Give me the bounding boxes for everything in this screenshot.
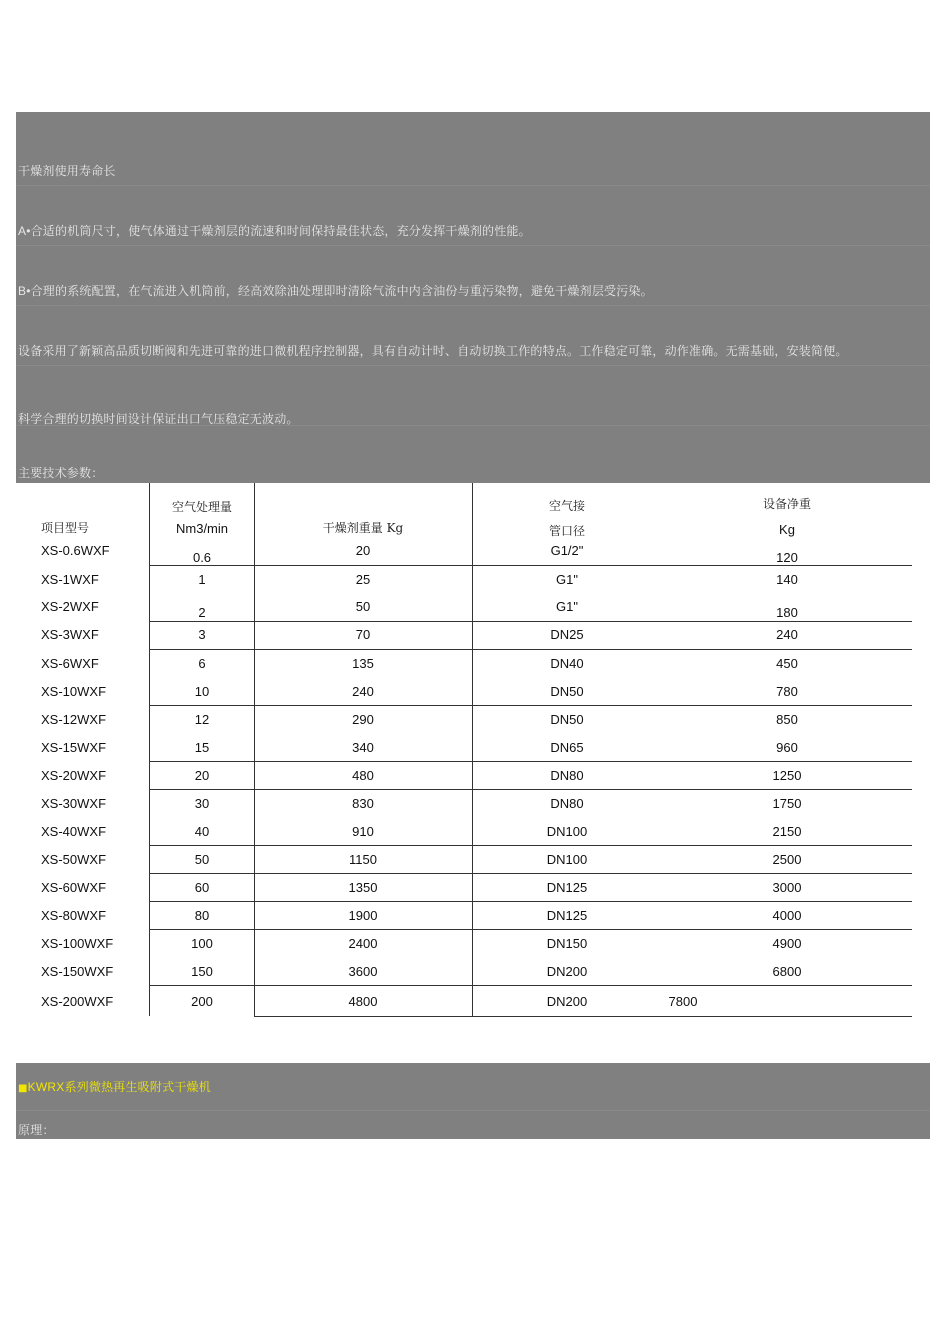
cell-desiccant: 3600 (348, 964, 378, 979)
cell-weight: 2150 (772, 824, 802, 839)
row-divider (149, 985, 912, 986)
cell-pipe: DN150 (546, 936, 588, 951)
cell-desiccant: 70 (355, 627, 371, 642)
cell-weight: 180 (776, 605, 798, 620)
cell-pipe: DN200 (546, 994, 588, 1009)
cell-desiccant: 340 (352, 740, 374, 755)
divider (16, 1110, 930, 1111)
cell-flow: 200 (191, 994, 213, 1009)
cell-pipe: DN50 (550, 684, 584, 699)
cell-model: XS-40WXF (41, 824, 107, 839)
row-divider (149, 873, 912, 874)
cell-model: XS-2WXF (41, 599, 99, 614)
cell-desiccant: 830 (352, 796, 374, 811)
cell-flow: 15 (194, 740, 210, 755)
section-title-model: KWRX (27, 1080, 65, 1094)
cell-pipe: DN100 (546, 852, 588, 867)
cell-model: XS-20WXF (41, 768, 107, 783)
header-desiccant-label: 干燥剂重量 Kg (322, 521, 404, 535)
row-divider (149, 929, 912, 930)
cell-desiccant: 135 (352, 656, 374, 671)
cell-model: XS-0.6WXF (41, 543, 110, 558)
cell-flow: 80 (194, 908, 210, 923)
row-divider (149, 901, 912, 902)
cell-weight: 240 (776, 627, 798, 642)
cell-flow: 20 (194, 768, 210, 783)
header-weight: 设备净重 (762, 497, 812, 511)
point-a-marker: A• (18, 224, 31, 238)
cell-pipe: DN80 (550, 796, 584, 811)
cell-desiccant: 20 (355, 543, 371, 558)
cell-weight: 7800 (668, 994, 698, 1009)
row-divider (149, 621, 912, 622)
square-bullet-icon: ■ (18, 1083, 28, 1094)
section-panel (16, 1063, 930, 1139)
cell-flow: 150 (191, 964, 213, 979)
cell-desiccant: 910 (352, 824, 374, 839)
column-divider (149, 483, 150, 1016)
cell-model: XS-50WXF (41, 852, 107, 867)
divider (16, 365, 930, 366)
row-divider (149, 761, 912, 762)
point-b (18, 282, 653, 299)
cell-pipe: DN80 (550, 768, 584, 783)
cell-model: XS-10WXF (41, 684, 107, 699)
cell-weight: 780 (776, 684, 798, 699)
cell-desiccant: 240 (352, 684, 374, 699)
cell-weight: 1250 (772, 768, 802, 783)
cell-pipe: G1" (556, 599, 578, 614)
row-divider (149, 705, 912, 706)
cell-weight: 120 (776, 550, 798, 565)
cell-pipe: DN40 (550, 656, 584, 671)
header-pipe-2: 管口径 (548, 524, 586, 538)
cell-pipe: G1" (556, 572, 578, 587)
cell-pipe: DN125 (546, 880, 588, 895)
cell-model: XS-80WXF (41, 908, 107, 923)
cell-pipe: DN50 (550, 712, 584, 727)
header-pipe: 空气接 (548, 499, 586, 513)
header-model: 项目型号 (41, 521, 90, 535)
cell-desiccant: 290 (352, 712, 374, 727)
cell-flow: 0.6 (192, 550, 212, 565)
section-title (18, 1078, 211, 1095)
cell-flow: 2 (198, 605, 206, 620)
cell-desiccant: 25 (355, 572, 371, 587)
row-divider (149, 789, 912, 790)
feature-paragraph: 设备采用了新颖高品质切断阀和先进可靠的进口微机程序控制器，具有自动计时、自动切换工作的特点。工作稳定可靠，动作准确。无需基础，安装简便。 (18, 344, 848, 358)
divider (16, 185, 930, 186)
cell-weight: 4000 (772, 908, 802, 923)
intro-heading: 干燥剂使用寿命长 (18, 164, 116, 178)
row-divider (149, 565, 912, 566)
cell-model: XS-12WXF (41, 712, 107, 727)
cell-model: XS-60WXF (41, 880, 107, 895)
cell-model: XS-6WXF (41, 656, 99, 671)
column-divider (472, 483, 473, 1016)
stability-paragraph: 科学合理的切换时间设计保证出口气压稳定无波动。 (18, 412, 299, 426)
cell-model: XS-200WXF (41, 994, 114, 1009)
cell-desiccant: 1350 (348, 880, 378, 895)
column-divider (254, 483, 255, 1016)
header-desiccant (323, 519, 403, 536)
cell-desiccant: 50 (355, 599, 371, 614)
cell-desiccant: 2400 (348, 936, 378, 951)
row-divider (149, 845, 912, 846)
cell-flow: 1 (198, 572, 206, 587)
row-divider (254, 1016, 912, 1017)
cell-pipe: DN65 (550, 740, 584, 755)
cell-weight: 3000 (772, 880, 802, 895)
cell-flow: 6 (198, 656, 206, 671)
cell-desiccant: 1150 (349, 852, 377, 867)
cell-pipe: DN125 (546, 908, 588, 923)
row-divider (149, 649, 912, 650)
header-flow-unit: Nm3/min (175, 521, 229, 536)
cell-pipe: DN200 (546, 964, 588, 979)
cell-pipe: DN25 (550, 627, 584, 642)
cell-desiccant: 4800 (348, 994, 378, 1009)
cell-weight: 2500 (772, 852, 802, 867)
cell-pipe: DN100 (546, 824, 588, 839)
cell-flow: 12 (194, 712, 210, 727)
divider (16, 245, 930, 246)
section-title-text: 系列微热再生吸附式干燥机 (64, 1080, 211, 1094)
cell-model: XS-3WXF (41, 627, 99, 642)
params-title: 主要技术参数： (18, 466, 104, 480)
cell-pipe: G1/2" (550, 543, 584, 558)
cell-flow: 3 (198, 627, 206, 642)
cell-desiccant: 1900 (348, 908, 378, 923)
cell-flow: 60 (194, 880, 210, 895)
cell-weight: 140 (776, 572, 798, 587)
cell-desiccant: 480 (352, 768, 374, 783)
cell-flow: 100 (191, 936, 213, 951)
cell-model: XS-1WXF (41, 572, 99, 587)
cell-model: XS-100WXF (41, 936, 114, 951)
cell-flow: 30 (194, 796, 210, 811)
cell-weight: 850 (776, 712, 798, 727)
cell-weight: 960 (776, 740, 798, 755)
header-weight-unit: Kg (779, 522, 795, 537)
point-a-text: 合适的机筒尺寸，使气体通过干燥剂层的流速和时间保持最佳状态，充分发挥干燥剂的性能。 (30, 224, 531, 238)
cell-weight: 450 (776, 656, 798, 671)
cell-model: XS-150WXF (41, 964, 114, 979)
point-a (18, 222, 531, 239)
header-flow: 空气处理量 (171, 500, 233, 514)
divider (16, 305, 930, 306)
point-b-text: 合理的系统配置，在气流进入机筒前，经高效除油处理即时清除气流中内含油份与重污染物，避免干燥剂层受污染。 (30, 284, 653, 298)
cell-weight: 4900 (772, 936, 802, 951)
cell-model: XS-15WXF (41, 740, 107, 755)
cell-flow: 40 (194, 824, 210, 839)
cell-model: XS-30WXF (41, 796, 107, 811)
cell-flow: 10 (194, 684, 210, 699)
section-subtitle: 原理： (18, 1123, 55, 1137)
cell-flow: 50 (194, 852, 210, 867)
cell-weight: 6800 (772, 964, 802, 979)
point-b-marker: B• (18, 284, 31, 298)
cell-weight: 1750 (772, 796, 802, 811)
